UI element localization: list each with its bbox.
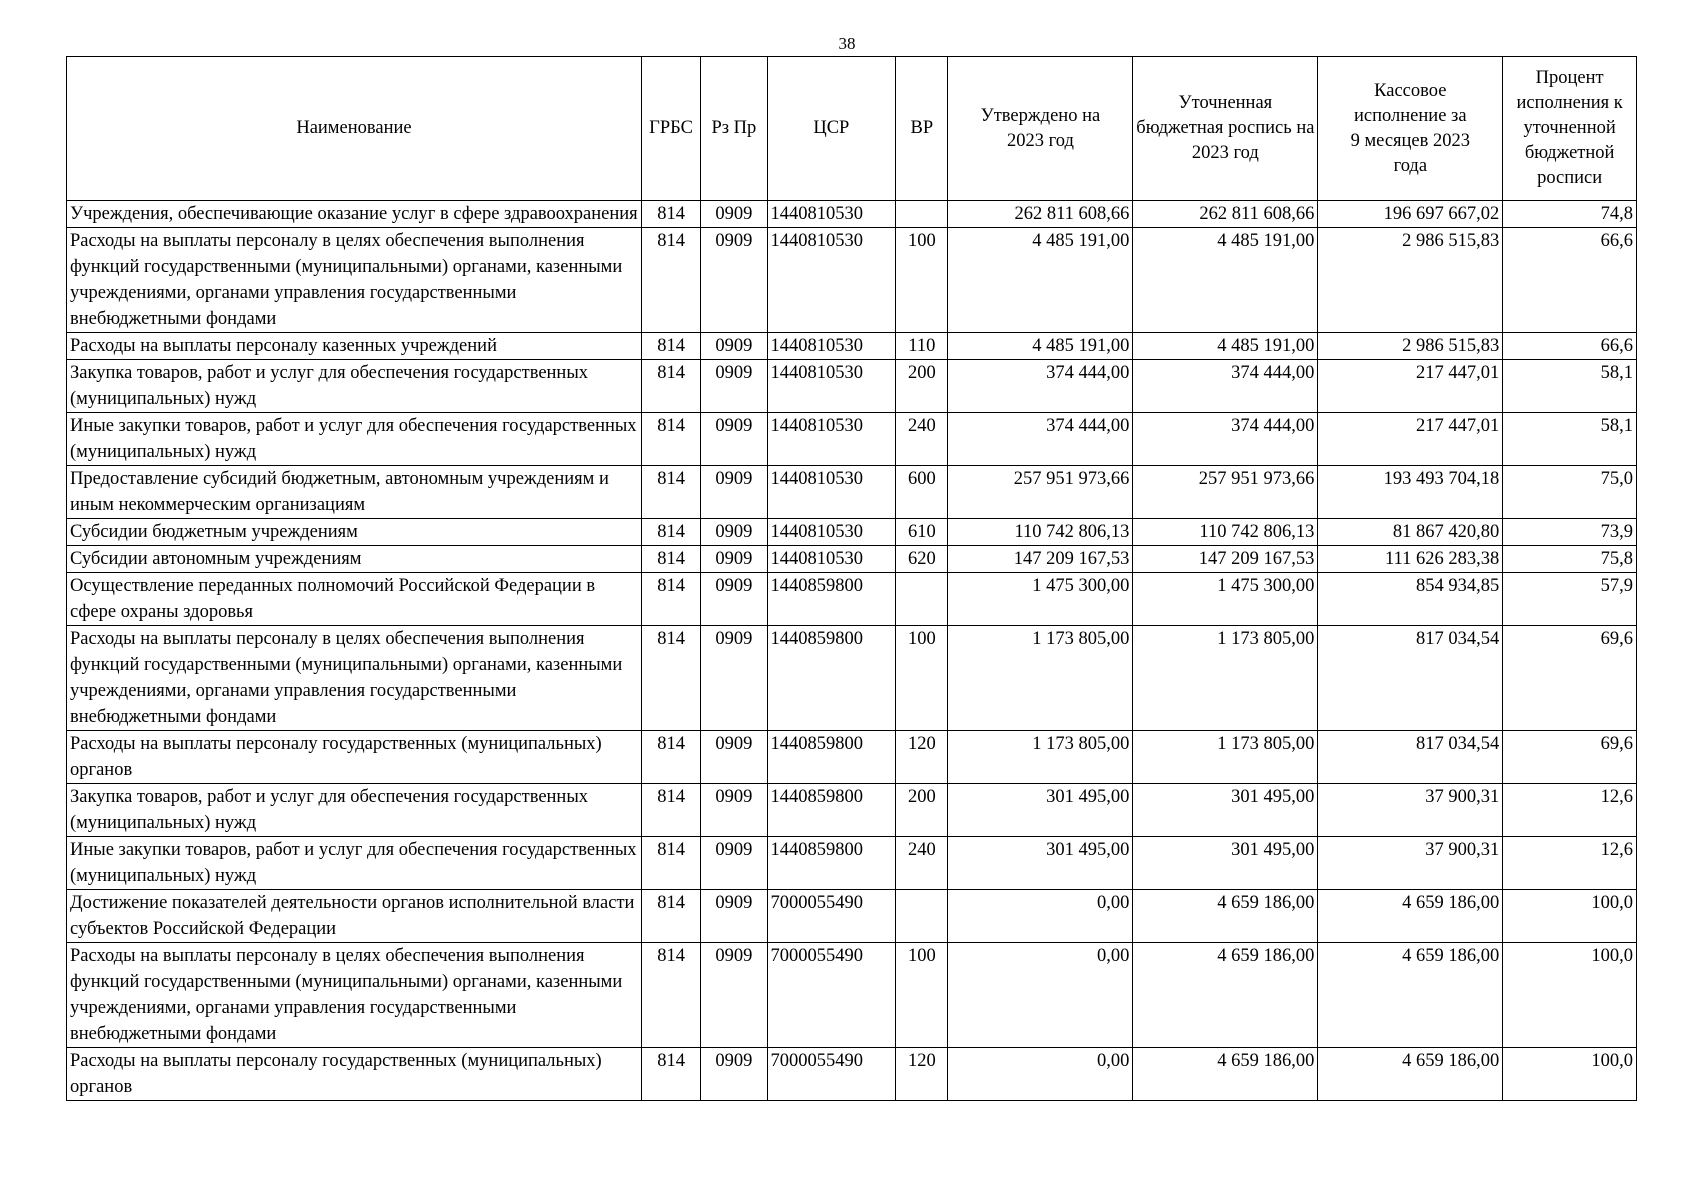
cell-percent: 75,0	[1503, 466, 1637, 519]
cell-refined: 1 475 300,00	[1133, 573, 1318, 626]
cell-percent: 100,0	[1503, 943, 1637, 1048]
cell-vr: 100	[896, 626, 948, 731]
cell-approved: 4 485 191,00	[948, 333, 1133, 360]
cell-rzpr: 0909	[701, 943, 767, 1048]
cell-csr: 1440859800	[767, 626, 896, 731]
cell-grbs: 814	[641, 1048, 700, 1101]
cell-grbs: 814	[641, 573, 700, 626]
cell-cash: 817 034,54	[1318, 626, 1503, 731]
cell-percent: 66,6	[1503, 228, 1637, 333]
table-row	[67, 1048, 1637, 1101]
header-rzpr: Рз Пр	[701, 57, 767, 201]
cell-csr: 1440859800	[767, 837, 896, 890]
cell-rzpr: 0909	[701, 360, 767, 413]
cell-grbs: 814	[641, 228, 700, 333]
table-header-row	[67, 57, 1637, 201]
cell-rzpr: 0909	[701, 466, 767, 519]
table-row	[67, 890, 1637, 943]
header-grbs: ГРБС	[641, 57, 700, 201]
table-row	[67, 466, 1637, 519]
cell-grbs: 814	[641, 466, 700, 519]
cell-approved: 0,00	[948, 890, 1133, 943]
cell-rzpr: 0909	[701, 201, 767, 228]
cell-refined: 4 485 191,00	[1133, 333, 1318, 360]
cell-name: Расходы на выплаты персоналу казенных учреждений	[67, 333, 642, 360]
cell-name: Расходы на выплаты персоналу в целях обеспечения выполнения функций государственными (муниципальными) органами, казенными учреждениями, органами управления государственными внебюджетными фондами	[67, 228, 642, 333]
cell-vr: 610	[896, 519, 948, 546]
cell-approved: 301 495,00	[948, 837, 1133, 890]
cell-csr: 1440810530	[767, 466, 896, 519]
cell-cash: 81 867 420,80	[1318, 519, 1503, 546]
cell-vr: 100	[896, 228, 948, 333]
cell-refined: 4 659 186,00	[1133, 1048, 1318, 1101]
cell-grbs: 814	[641, 413, 700, 466]
cell-refined: 110 742 806,13	[1133, 519, 1318, 546]
cell-approved: 1 173 805,00	[948, 731, 1133, 784]
table-row	[67, 519, 1637, 546]
cell-percent: 73,9	[1503, 519, 1637, 546]
cell-grbs: 814	[641, 890, 700, 943]
cell-percent: 74,8	[1503, 201, 1637, 228]
cell-cash: 4 659 186,00	[1318, 890, 1503, 943]
cell-rzpr: 0909	[701, 546, 767, 573]
cell-refined: 4 659 186,00	[1133, 890, 1318, 943]
cell-rzpr: 0909	[701, 519, 767, 546]
cell-approved: 374 444,00	[948, 413, 1133, 466]
cell-csr: 1440810530	[767, 201, 896, 228]
cell-approved: 4 485 191,00	[948, 228, 1133, 333]
cell-approved: 301 495,00	[948, 784, 1133, 837]
cell-csr: 1440810530	[767, 519, 896, 546]
cell-grbs: 814	[641, 943, 700, 1048]
cell-vr: 110	[896, 333, 948, 360]
table-row	[67, 626, 1637, 731]
cell-vr: 120	[896, 1048, 948, 1101]
table-row	[67, 201, 1637, 228]
cell-percent: 58,1	[1503, 413, 1637, 466]
cell-csr: 1440810530	[767, 546, 896, 573]
cell-cash: 854 934,85	[1318, 573, 1503, 626]
cell-approved: 1 173 805,00	[948, 626, 1133, 731]
cell-name: Учреждения, обеспечивающие оказание услуг в сфере здравоохранения	[67, 201, 642, 228]
cell-percent: 75,8	[1503, 546, 1637, 573]
cell-approved: 1 475 300,00	[948, 573, 1133, 626]
cell-cash: 196 697 667,02	[1318, 201, 1503, 228]
cell-csr: 7000055490	[767, 943, 896, 1048]
cell-grbs: 814	[641, 784, 700, 837]
cell-name: Достижение показателей деятельности органов исполнительной власти субъектов Российской Федерации	[67, 890, 642, 943]
cell-approved: 257 951 973,66	[948, 466, 1133, 519]
cell-grbs: 814	[641, 201, 700, 228]
cell-percent: 69,6	[1503, 731, 1637, 784]
cell-vr: 600	[896, 466, 948, 519]
table-row	[67, 837, 1637, 890]
cell-name: Расходы на выплаты персоналу государственных (муниципальных) органов	[67, 1048, 642, 1101]
table-row	[67, 546, 1637, 573]
cell-grbs: 814	[641, 333, 700, 360]
cell-refined: 4 485 191,00	[1133, 228, 1318, 333]
cell-cash: 111 626 283,38	[1318, 546, 1503, 573]
cell-rzpr: 0909	[701, 573, 767, 626]
table-row	[67, 573, 1637, 626]
cell-cash: 817 034,54	[1318, 731, 1503, 784]
cell-cash: 4 659 186,00	[1318, 1048, 1503, 1101]
cell-rzpr: 0909	[701, 626, 767, 731]
cell-name: Иные закупки товаров, работ и услуг для обеспечения государственных (муниципальных) нужд	[67, 837, 642, 890]
cell-approved: 262 811 608,66	[948, 201, 1133, 228]
table-body	[67, 201, 1637, 1101]
cell-approved: 0,00	[948, 943, 1133, 1048]
cell-vr: 200	[896, 784, 948, 837]
cell-name: Расходы на выплаты персоналу в целях обеспечения выполнения функций государственными (муниципальными) органами, казенными учреждениями, органами управления государственными внебюджетными фондами	[67, 943, 642, 1048]
cell-name: Расходы на выплаты персоналу в целях обеспечения выполнения функций государственными (муниципальными) органами, казенными учреждениями, органами управления государственными внебюджетными фондами	[67, 626, 642, 731]
cell-vr: 100	[896, 943, 948, 1048]
cell-csr: 1440859800	[767, 573, 896, 626]
cell-vr: 200	[896, 360, 948, 413]
cell-name: Расходы на выплаты персоналу государственных (муниципальных) органов	[67, 731, 642, 784]
cell-percent: 58,1	[1503, 360, 1637, 413]
cell-grbs: 814	[641, 360, 700, 413]
cell-rzpr: 0909	[701, 333, 767, 360]
cell-percent: 12,6	[1503, 837, 1637, 890]
header-csr: ЦСР	[767, 57, 896, 201]
cell-refined: 262 811 608,66	[1133, 201, 1318, 228]
cell-rzpr: 0909	[701, 413, 767, 466]
cell-vr	[896, 890, 948, 943]
cell-approved: 110 742 806,13	[948, 519, 1133, 546]
table-row	[67, 333, 1637, 360]
cell-csr: 1440810530	[767, 360, 896, 413]
table-row	[67, 943, 1637, 1048]
cell-cash: 2 986 515,83	[1318, 333, 1503, 360]
cell-name: Закупка товаров, работ и услуг для обеспечения государственных (муниципальных) нужд	[67, 784, 642, 837]
cell-percent: 12,6	[1503, 784, 1637, 837]
cell-cash: 37 900,31	[1318, 784, 1503, 837]
budget-table	[66, 56, 1637, 1101]
cell-csr: 7000055490	[767, 890, 896, 943]
table-row	[67, 360, 1637, 413]
cell-percent: 100,0	[1503, 1048, 1637, 1101]
page-number: 38	[838, 34, 856, 53]
cell-percent: 100,0	[1503, 890, 1637, 943]
cell-cash: 217 447,01	[1318, 360, 1503, 413]
cell-grbs: 814	[641, 626, 700, 731]
cell-refined: 1 173 805,00	[1133, 731, 1318, 784]
cell-rzpr: 0909	[701, 784, 767, 837]
cell-name: Закупка товаров, работ и услуг для обеспечения государственных (муниципальных) нужд	[67, 360, 642, 413]
cell-vr	[896, 573, 948, 626]
header-cash: Кассовое исполнение за 9 месяцев 2023 года	[1318, 57, 1503, 201]
cell-csr: 1440859800	[767, 784, 896, 837]
cell-cash: 217 447,01	[1318, 413, 1503, 466]
cell-refined: 147 209 167,53	[1133, 546, 1318, 573]
cell-vr: 240	[896, 413, 948, 466]
cell-cash: 2 986 515,83	[1318, 228, 1503, 333]
cell-rzpr: 0909	[701, 1048, 767, 1101]
header-vr: ВР	[896, 57, 948, 201]
cell-name: Субсидии автономным учреждениям	[67, 546, 642, 573]
cell-csr: 1440859800	[767, 731, 896, 784]
cell-approved: 374 444,00	[948, 360, 1133, 413]
cell-cash: 193 493 704,18	[1318, 466, 1503, 519]
cell-rzpr: 0909	[701, 228, 767, 333]
cell-cash: 4 659 186,00	[1318, 943, 1503, 1048]
cell-refined: 374 444,00	[1133, 413, 1318, 466]
cell-csr: 1440810530	[767, 228, 896, 333]
cell-percent: 66,6	[1503, 333, 1637, 360]
cell-refined: 301 495,00	[1133, 837, 1318, 890]
cell-percent: 57,9	[1503, 573, 1637, 626]
cell-vr: 620	[896, 546, 948, 573]
cell-cash: 37 900,31	[1318, 837, 1503, 890]
cell-approved: 0,00	[948, 1048, 1133, 1101]
cell-name: Осуществление переданных полномочий Российской Федерации в сфере охраны здоровья	[67, 573, 642, 626]
cell-approved: 147 209 167,53	[948, 546, 1133, 573]
cell-name: Иные закупки товаров, работ и услуг для обеспечения государственных (муниципальных) нужд	[67, 413, 642, 466]
header-approved: Утверждено на 2023 год	[948, 57, 1133, 201]
cell-vr	[896, 201, 948, 228]
cell-rzpr: 0909	[701, 890, 767, 943]
cell-grbs: 814	[641, 837, 700, 890]
cell-refined: 4 659 186,00	[1133, 943, 1318, 1048]
cell-refined: 1 173 805,00	[1133, 626, 1318, 731]
cell-csr: 1440810530	[767, 333, 896, 360]
cell-vr: 240	[896, 837, 948, 890]
cell-grbs: 814	[641, 731, 700, 784]
cell-refined: 257 951 973,66	[1133, 466, 1318, 519]
cell-refined: 301 495,00	[1133, 784, 1318, 837]
cell-csr: 1440810530	[767, 413, 896, 466]
cell-rzpr: 0909	[701, 731, 767, 784]
header-refined: Уточненная бюджетная роспись на 2023 год	[1133, 57, 1318, 201]
table-row	[67, 413, 1637, 466]
cell-csr: 7000055490	[767, 1048, 896, 1101]
cell-rzpr: 0909	[701, 837, 767, 890]
cell-grbs: 814	[641, 546, 700, 573]
table-row	[67, 731, 1637, 784]
table-row	[67, 784, 1637, 837]
cell-name: Субсидии бюджетным учреждениям	[67, 519, 642, 546]
cell-refined: 374 444,00	[1133, 360, 1318, 413]
header-percent: Процент исполнения к уточненной бюджетной росписи	[1503, 57, 1637, 201]
cell-grbs: 814	[641, 519, 700, 546]
table-row	[67, 228, 1637, 333]
cell-name: Предоставление субсидий бюджетным, автономным учреждениям и иным некоммерческим организациям	[67, 466, 642, 519]
cell-percent: 69,6	[1503, 626, 1637, 731]
cell-vr: 120	[896, 731, 948, 784]
header-name: Наименование	[67, 57, 642, 201]
